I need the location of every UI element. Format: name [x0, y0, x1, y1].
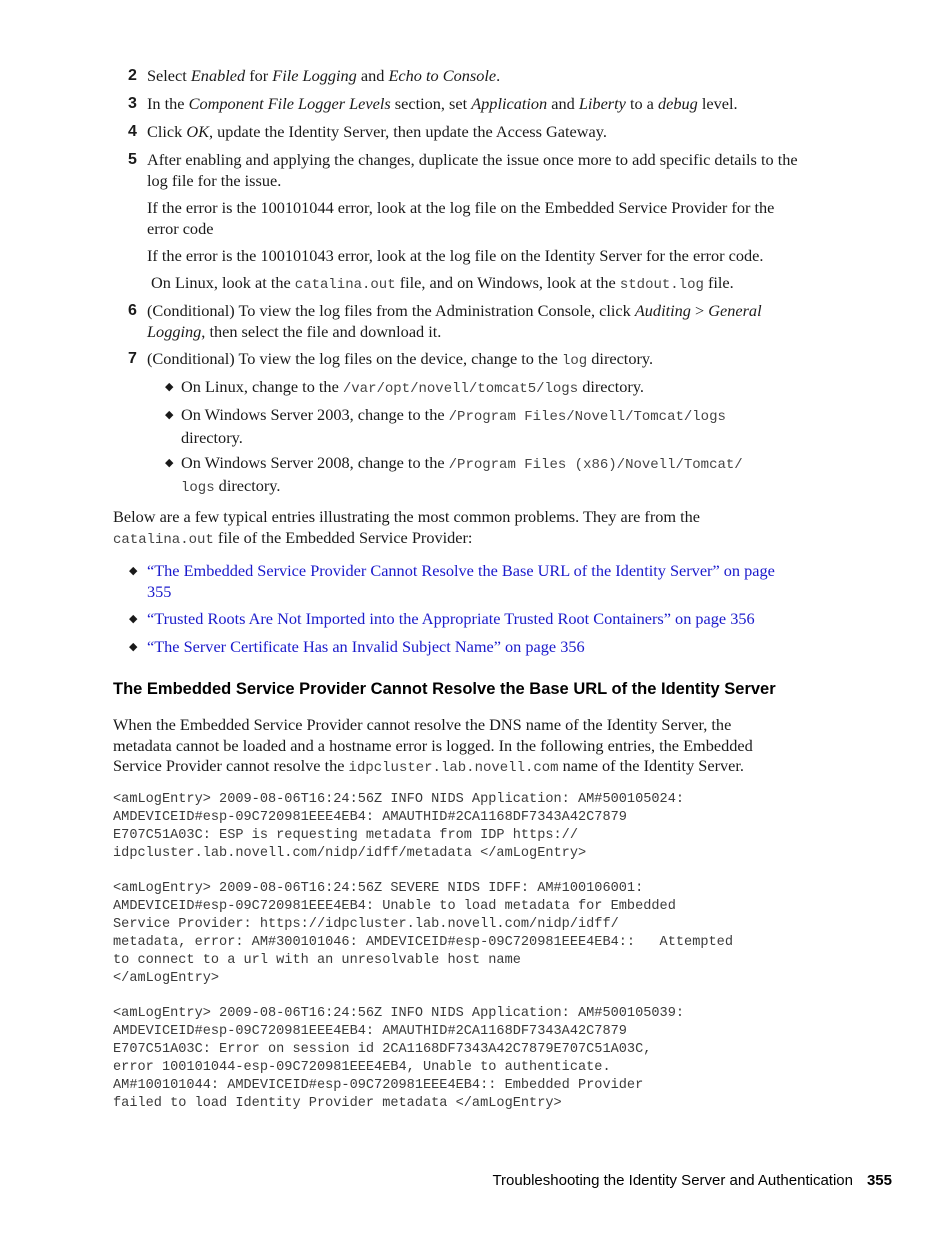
file-stdout: stdout.log	[619, 277, 704, 293]
footer-title: Troubleshooting the Identity Server and Authentication	[492, 1172, 853, 1189]
file-catalina: catalina.out	[113, 531, 214, 548]
log-entry-1: <amLogEntry> 2009-08-06T16:24:56Z INFO NIDS Application: AM#500105024: AMDEVICEID#esp-09C720981EEE4EB4: AMAUTHID#2CA1168DF7343A42C7879 E707C51A03C: ESP is requesting metadata from IDP https:// idpcluster.lab.novell.com/nidp/idff/metadata </amLogEntry>	[113, 792, 685, 861]
step-4	[128, 122, 798, 143]
option-enabled: Enabled	[190, 66, 246, 85]
step-5	[128, 150, 798, 191]
button-ok-ref: OK	[186, 122, 209, 141]
step-text: After enabling and applying the changes, duplicate the issue once more to add specific details to the log file for the issue.	[147, 150, 798, 190]
step-6: 6 (Conditional) To view the log files from the Administration Console, click Auditing > General Logging, then select the file and download it.	[128, 301, 762, 341]
step-7: 7 (Conditional) To view the log files on the device, change to the log directory.	[128, 349, 654, 369]
step-5-note-esp: If the error is the 100101044 error, look at the log file on the Embedded Service Provider for the error code	[147, 198, 775, 238]
list-item-linux: ◆ On Linux, change to the /var/opt/novell/tomcat5/logs directory.	[165, 377, 644, 397]
bullet-diamond-icon: ◆	[165, 457, 174, 469]
logger-application: Application	[471, 94, 548, 113]
section-heading: The Embedded Service Provider Cannot Resolve the Base URL of the Identity Server	[113, 680, 776, 698]
list-item-link	[129, 609, 799, 630]
step-text: Select	[147, 66, 191, 85]
level-debug: debug	[657, 94, 698, 113]
log-entry-2: <amLogEntry> 2009-08-06T16:24:56Z SEVERE NIDS IDFF: AM#100106001: AMDEVICEID#esp-09C720981EEE4EB4: Unable to load metadata for Embedded Service Provider: https://idpcluster.lab.novell.com/nidp/idff/ metadata, error: AM#300101046: AMDEVICEID#esp-09C720981EEE4EB4:: Attempted to connect to a url with an unresolvable host name </amLogEntry>	[113, 881, 733, 986]
step-number: 5	[128, 151, 137, 168]
step-number: 2	[128, 67, 137, 84]
step-text: and	[547, 94, 579, 113]
bullet-diamond-icon: ◆	[129, 565, 138, 577]
step-number: 3	[128, 95, 137, 112]
step-text: level.	[697, 94, 738, 113]
menu-auditing: Auditing	[634, 301, 691, 320]
step-5-note-files: On Linux, look at the catalina.out file, and on Windows, look at the stdout.log file.	[151, 273, 734, 293]
step-text: Click	[147, 122, 187, 141]
list-item-link	[129, 637, 799, 658]
step-text: for	[245, 66, 273, 85]
link-trusted-roots[interactable]: “Trusted Roots Are Not Imported into the Appropriate Trusted Root Containers” on page 356	[147, 609, 755, 628]
section-name: Component File Logger Levels	[188, 94, 391, 113]
step-5-note-idp: If the error is the 100101043 error, look at the log file on the Identity Server for the error code.	[147, 246, 764, 265]
menu-general-logging: General Logging	[147, 301, 762, 341]
page-number: 355	[866, 1172, 892, 1189]
step-text: In the	[147, 94, 189, 113]
step-number: 4	[128, 123, 137, 140]
step-3	[128, 94, 798, 115]
bullet-diamond-icon: ◆	[129, 641, 138, 653]
bullet-diamond-icon: ◆	[165, 409, 174, 421]
log-entry-3: <amLogEntry> 2009-08-06T16:24:56Z INFO NIDS Application: AM#500105039: AMDEVICEID#esp-09C720981EEE4EB4: AMAUTHID#2CA1168DF7343A42C7879 E707C51A03C: Error on session id 2CA1168DF7343A42C7879E707C51A03C, error 100101044-esp-09C720981EEE4EB4, Unable to authenticate. AM#100101044: AMDEVICEID#esp-09C720981EEE4EB4:: Embedded Provider failed to load Identity Provider metadata </amLogEntry>	[113, 1006, 685, 1111]
step-text: , update the Identity Server, then update the Access Gateway.	[208, 122, 607, 141]
bullet-diamond-icon: ◆	[165, 381, 174, 393]
path-win2003: /Program Files/Novell/Tomcat/logs	[448, 409, 726, 425]
path-win2008: /Program Files (x86)/Novell/Tomcat/ logs	[181, 457, 743, 496]
step-2	[128, 66, 798, 87]
link-esp-base-url[interactable]: “The Embedded Service Provider Cannot Resolve the Base URL of the Identity Server” on page 355	[147, 561, 775, 601]
link-invalid-subject[interactable]: “The Server Certificate Has an Invalid Subject Name” on page 356	[147, 637, 585, 656]
step-text: .	[496, 66, 501, 85]
section-body: When the Embedded Service Provider cannot resolve the DNS name of the Identity Server, the metadata cannot be loaded and a hostname error is logged. In the following entries, the Embedded Service Provider cannot resolve the idpcluster.lab.novell.com name of the Identity Server.	[113, 715, 753, 776]
step-number: 6	[128, 302, 137, 319]
option-file-logging: File Logging	[272, 66, 357, 85]
intro-paragraph: Below are a few typical entries illustrating the most common problems. They are from the catalina.out file of the Embedded Service Provider:	[113, 507, 701, 548]
hostname: idpcluster.lab.novell.com	[348, 760, 559, 776]
option-echo-console: Echo to Console	[388, 66, 497, 85]
path-linux: /var/opt/novell/tomcat5/logs	[342, 381, 579, 397]
list-item-link	[129, 561, 789, 602]
step-text: section, set	[390, 94, 472, 113]
page-footer	[492, 1172, 892, 1189]
list-item-win2003: ◆ On Windows Server 2003, change to the /Program Files/Novell/Tomcat/logs directory.	[165, 405, 726, 447]
dir-log: log	[561, 353, 588, 369]
file-catalina: catalina.out	[294, 277, 396, 293]
logger-liberty: Liberty	[578, 94, 626, 113]
step-text: and	[356, 66, 389, 85]
step-text: to a	[625, 94, 658, 113]
step-number: 7	[128, 350, 137, 367]
list-item-win2008: ◆ On Windows Server 2008, change to the /Program Files (x86)/Novell/Tomcat/ logs directory.	[165, 453, 743, 496]
bullet-diamond-icon: ◆	[129, 613, 138, 625]
